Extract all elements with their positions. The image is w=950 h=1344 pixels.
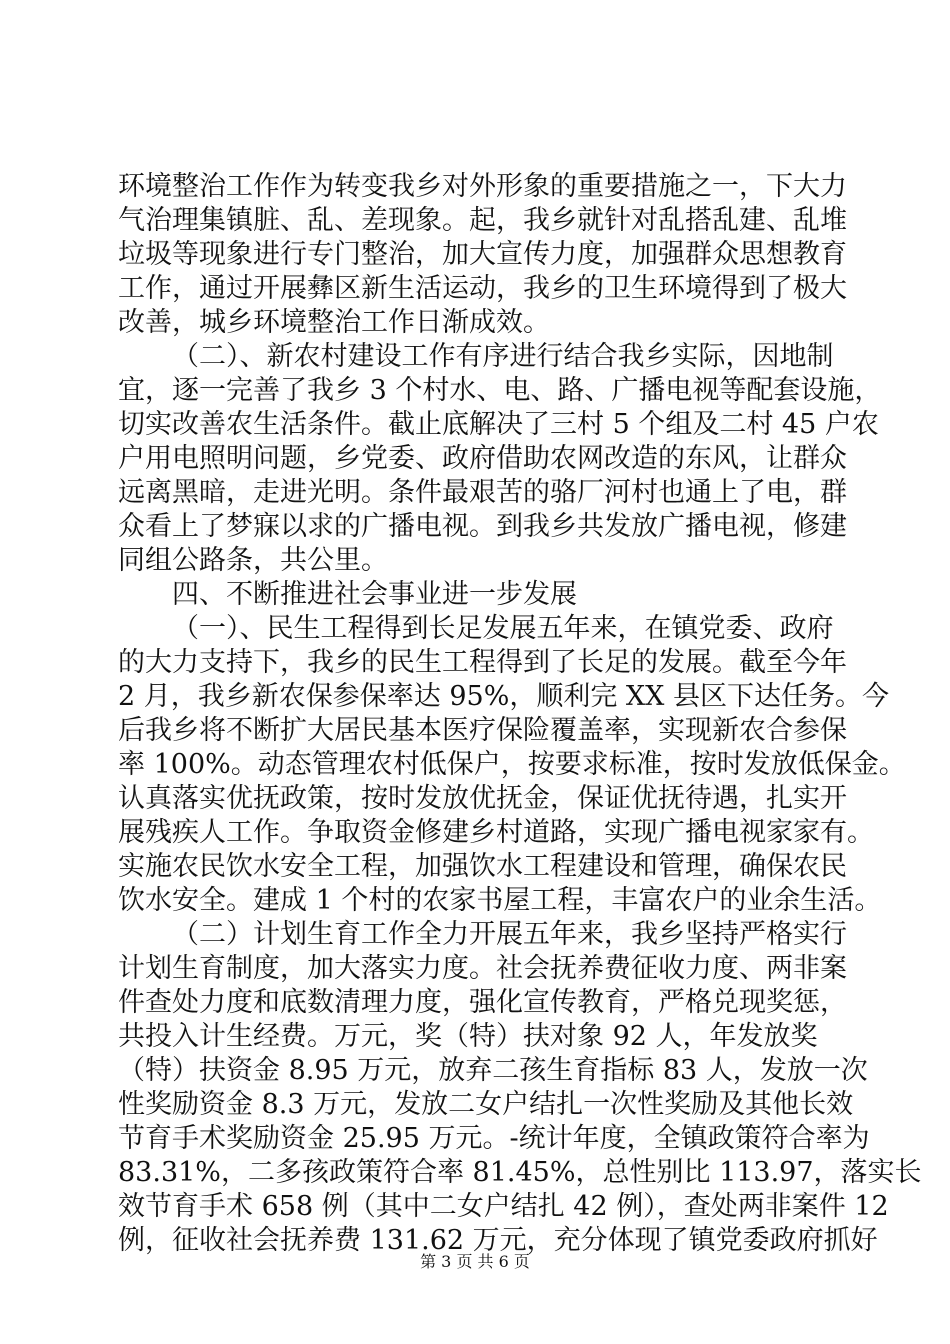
- text-line: 认真落实优抚政策，按时发放优抚金，保证优抚待遇，扎实开: [118, 783, 847, 814]
- text-line: 性奖励资金 8.3 万元，发放二女户结扎一次性奖励及其他长效: [118, 1089, 854, 1120]
- text-line: 例，征收社会抚养费 131.62 万元，充分体现了镇党委政府抓好: [118, 1225, 878, 1256]
- text-line: 同组公路条，共公里。: [118, 545, 388, 576]
- text-line: 共投入计生经费。万元，奖（特）扶对象 92 人，年发放奖: [118, 1021, 818, 1052]
- section-heading: 四、不断推进社会事业进一步发展: [172, 579, 577, 610]
- text-line: 效节育手术 658 例（其中二女户结扎 42 例），查处两非案件 12: [118, 1191, 889, 1222]
- page-footer: [0, 1252, 950, 1272]
- text-line: 后我乡将不断扩大居民基本医疗保险覆盖率，实现新农合参保: [118, 715, 847, 746]
- text-line: 工作，通过开展彝区新生活运动，我乡的卫生环境得到了极大: [118, 273, 847, 304]
- text-line: 宜，逐一完善了我乡 3 个村水、电、路、广播电视等配套设施，: [118, 375, 882, 406]
- text-line: 饮水安全。建成 1 个村的农家书屋工程，丰富农户的业余生活。: [118, 885, 882, 916]
- text-line: 83.31%，二多孩政策符合率 81.45%，总性别比 113.97，落实长: [118, 1157, 922, 1188]
- text-line: 2 月，我乡新农保参保率达 95%，顺利完 XX 县区下达任务。今: [118, 681, 889, 712]
- text-line: 件查处力度和底数清理力度，强化宣传教育，严格兑现奖惩，: [118, 987, 847, 1018]
- text-line: 户用电照明问题，乡党委、政府借助农网改造的东风，让群众: [118, 443, 847, 474]
- text-line: 展残疾人工作。争取资金修建乡村道路，实现广播电视家家有。: [118, 817, 874, 848]
- text-line: （二）、新农村建设工作有序进行结合我乡实际，因地制: [172, 341, 834, 372]
- text-line: 环境整治工作作为转变我乡对外形象的重要措施之一，下大力: [118, 171, 847, 202]
- text-line: 计划生育制度，加大落实力度。社会抚养费征收力度、两非案: [118, 953, 847, 984]
- text-line: 垃圾等现象进行专门整治，加大宣传力度，加强群众思想教育: [118, 239, 847, 270]
- text-line: 众看上了梦寐以求的广播电视。到我乡共发放广播电视，修建: [118, 511, 847, 542]
- page-number-label: 第 3 页 共 6 页: [420, 1252, 530, 1271]
- text-line: （一）、民生工程得到长足发展五年来，在镇党委、政府: [172, 613, 834, 644]
- text-line: 远离黑暗，走进光明。条件最艰苦的骆厂河村也通上了电，群: [118, 477, 847, 508]
- text-line: 切实改善农生活条件。截止底解决了三村 5 个组及二村 45 户农: [118, 409, 879, 440]
- text-line: 改善，城乡环境整治工作日渐成效。: [118, 307, 550, 338]
- text-line: 气治理集镇脏、乱、差现象。起，我乡就针对乱搭乱建、乱堆: [118, 205, 847, 236]
- text-line: 节育手术奖励资金 25.95 万元。-统计年度，全镇政策符合率为: [118, 1123, 870, 1154]
- text-line: （特）扶资金 8.95 万元，放弃二孩生育指标 83 人，发放一次: [118, 1055, 868, 1086]
- text-line: 的大力支持下，我乡的民生工程得到了长足的发展。截至今年: [118, 647, 847, 678]
- text-line: （二）计划生育工作全力开展五年来，我乡坚持严格实行: [172, 919, 847, 950]
- text-line: 率 100%。动态管理农村低保户，按要求标准，按时发放低保金。: [118, 749, 906, 780]
- text-line: 实施农民饮水安全工程，加强饮水工程建设和管理，确保农民: [118, 851, 847, 882]
